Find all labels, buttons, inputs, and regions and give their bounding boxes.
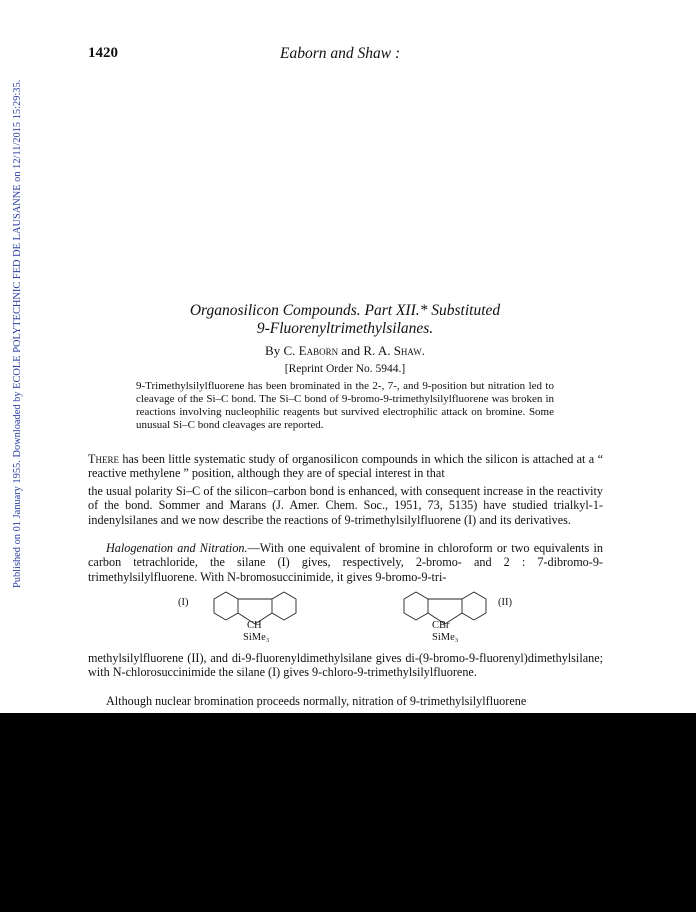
paragraph-nitration: Although nuclear bromination proceeds normally, nitration of 9-trimethylsilylfluorene [106, 694, 527, 708]
page-number: 1420 [88, 45, 118, 61]
structure-II-group: CBr [432, 620, 450, 631]
structure-label-II: (II) [498, 597, 512, 608]
paragraph-intro-continued: the usual polarity Si–C of the silicon–carbon bond is enhanced, with consequent increase in the reactivity of the bond. Sommer and Marans (J. Amer. Chem. Soc., 1951, 73, 5135) have studied trialkyl-1-indenylsilanes and we now describe the reactions of 9-trimethylsilylfluorene (I) and its derivatives. [88, 484, 603, 527]
byline-by: By [265, 343, 281, 358]
structure-II-substituent: SiMe₃ [432, 632, 459, 643]
article-title-line1: Organosilicon Compounds. Part XII.* Substituted [189, 302, 501, 319]
running-head: Eaborn and Shaw : [280, 45, 401, 62]
article-title-line2: 9-Fluorenyltrimethylsilanes. [256, 320, 434, 337]
drop-word: There [88, 452, 119, 466]
author-1: C. Eaborn [283, 343, 339, 358]
byline [80, 343, 610, 359]
byline-and: and [341, 343, 361, 358]
abstract: 9-Trimethylsilylfluorene has been brominated in the 2-, 7-, and 9-position but nitration led to cleavage of the Si–C bond. The Si–C bond of 9-bromo-9-trimethylsilylfluorene was broken in reactions involving nucleophilic reagents but survived electrophilic attack on bromine. Some unusual Si–C bond cleavages are reported. [136, 380, 554, 432]
structure-label-I: (I) [178, 597, 189, 608]
paragraph-intro [88, 452, 603, 481]
reprint-order: [Reprint Order No. 5944.] [284, 363, 406, 375]
paragraph-halogenation [88, 541, 603, 584]
structure-I-substituent: SiMe₃ [243, 632, 270, 643]
redacted-black-area [0, 713, 696, 912]
paragraph-bromination: methylsilylfluorene (II), and di-9-fluorenyldimethylsilane gives di-(9-bromo-9-fluorenyl)dimethylsilane; with N-chlorosuccinimide the silane (I) gives 9-chloro-9-trimethylsilylfluorene. [88, 651, 603, 680]
author-2: R. A. Shaw. [363, 343, 425, 358]
structure-I-group: CH [247, 620, 262, 631]
intro-text: has been little systematic study of organosilicon compounds in which the silicon is attached at a “ reactive methylene ” position, although they are of special interest in that [88, 452, 603, 481]
download-note-text: Published on 01 January 1955. Downloaded by ECOLE POLYTECHNIC FED DE LAUSANNE on 12/11/2015 15:29:35. [12, 79, 23, 588]
section-heading: Halogenation and Nitration. [106, 541, 248, 555]
halogenation-text: —With one equivalent of bromine in chloroform or two equivalents in carbon tetrachloride, the silane (I) gives, respectively, 2-bromo- and 2 : 7-dibromo-9-trimethylsilylfluorene. With N-bromosuccinimide, it gives 9-bromo-9-tri- [88, 541, 603, 584]
